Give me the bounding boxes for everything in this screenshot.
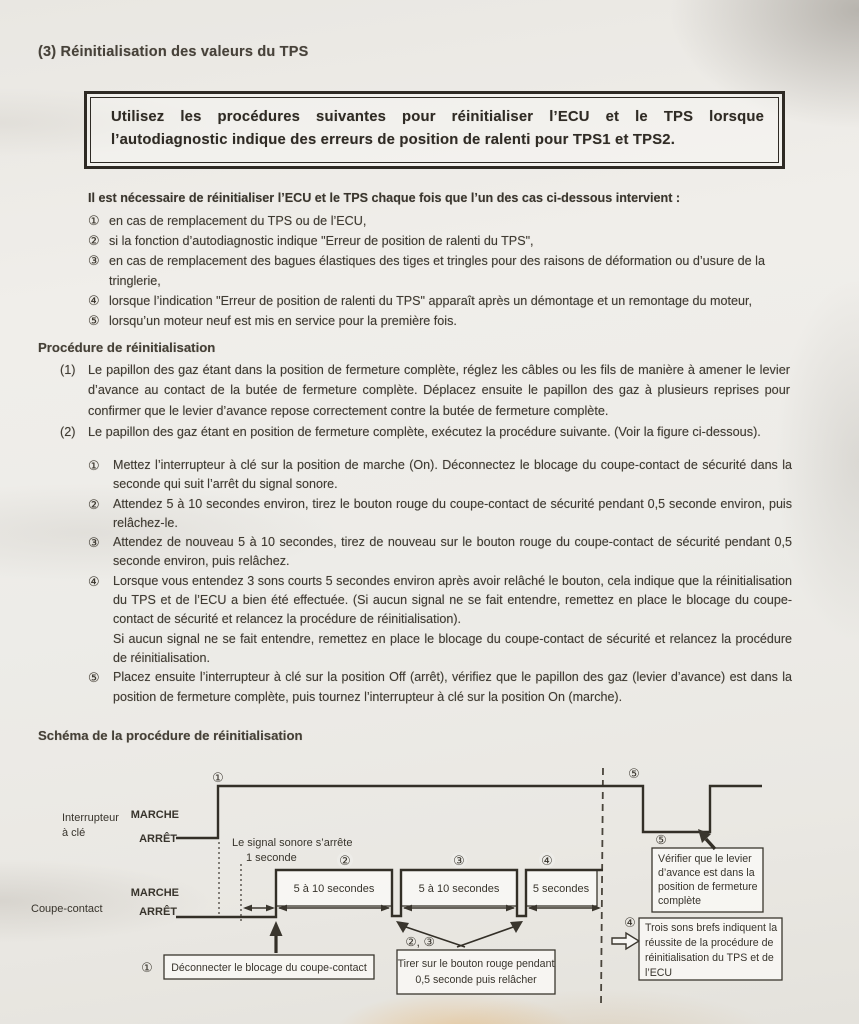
- list-item: [88, 251, 800, 291]
- marker-step1: ①: [212, 770, 224, 785]
- step-number: ①: [88, 458, 100, 473]
- interval-3-label: 5 secondes: [532, 883, 590, 895]
- schema-heading: Schéma de la procédure de réinitialisation: [38, 728, 303, 743]
- procedure-item: [60, 422, 790, 442]
- key-switch-off-label: ARRÊT: [139, 833, 177, 845]
- callout-disconnect-text: Déconnecter le blocage du coupe-contact: [171, 962, 367, 974]
- step-text: Attendez 5 à 10 secondes environ, tirez le bouton rouge du coupe-contact de sécurité pendant 0,5 seconde environ, puis relâchez-le.: [113, 496, 792, 530]
- key-switch-label-line1: Interrupteur: [62, 812, 119, 824]
- step-text: Lorsque vous entendez 3 sons courts 5 secondes environ après avoir relâché le bouton, cela indique que la réinitialisation du TPS et de l’ECU a bien été effectuée. (Si aucun signal ne se fait entendre, remettez en place le blocage du coupe-contact de sécurité et relancez la procédure de réinitialisation).: [113, 573, 792, 627]
- step-text: Placez ensuite l’interrupteur à clé sur la position Off (arrêt), vérifiez que le papillon des gaz (levier d’avance) est dans la position de fermeture complète, puis tournez l’interrupteur à clé sur la position On (marche).: [113, 670, 792, 704]
- callout-pull-number: ②, ③: [405, 935, 435, 949]
- procedure-diagram: [0, 752, 859, 1024]
- callout-verify-line1: Vérifier que le levier: [658, 853, 752, 865]
- notice-text: Utilisez les procédures suivantes pour réinitialiser l’ECU et le TPS lorsque l’autodiagnostic indique des erreurs de position de ralenti pour TPS1 et TPS2.: [111, 109, 764, 148]
- callout-pull-arrow-right: [457, 921, 523, 947]
- list-item: [88, 231, 800, 251]
- marker-step2: ②: [339, 853, 351, 868]
- document-title: (3) Réinitialisation des valeurs du TPS: [38, 44, 309, 60]
- list-item-text: en cas de remplacement du TPS ou de l’ECU,: [109, 214, 367, 228]
- list-item-text: lorsqu’un moteur neuf est mis en service pour la première fois.: [109, 314, 457, 328]
- notice-box-inner: [90, 97, 779, 163]
- beep-note-line1: Le signal sonore s’arrête: [232, 837, 353, 849]
- dimension-arrow-1-second: [243, 905, 275, 912]
- procedure-heading: Procédure de réinitialisation: [38, 340, 216, 355]
- step-item: [88, 495, 792, 534]
- intro-paragraph: Il est nécessaire de réinitialiser l’ECU et le TPS chaque fois que l’un des cas ci-dessous intervient :: [88, 191, 681, 205]
- success-pointer-arrow-icon: [612, 933, 639, 949]
- list-item-number: ①: [88, 213, 100, 228]
- callout-verify-line2: d’avance est dans la: [658, 867, 755, 879]
- list-item: [88, 291, 800, 311]
- callout-success-number: ④: [624, 915, 636, 930]
- marker-step5: ⑤: [628, 766, 640, 781]
- step-number: ②: [88, 496, 100, 512]
- step-text: Attendez de nouveau 5 à 10 secondes, tirez de nouveau sur le bouton rouge du coupe-contact de sécurité pendant 0,5 seconde environ, puis relâchez.: [113, 535, 792, 569]
- phase-separator-dashed-line: [601, 768, 603, 1005]
- list-item-number: ④: [88, 293, 100, 308]
- step-number: ③: [88, 535, 100, 551]
- callout-success-line1: Trois sons brefs indiquent la: [645, 922, 778, 934]
- list-item-text: en cas de remplacement des bagues élastiques des tiges et tringles pour des raisons de déformation ou d’usure de la tringlerie,: [109, 254, 765, 288]
- list-item: [88, 311, 800, 331]
- callout-verify-line3: position de fermeture: [658, 881, 758, 893]
- procedure-item-text: Le papillon des gaz étant dans la position de fermeture complète, réglez les câbles ou les fils de manière à amener le levier d’avance au contact de la butée de fermeture complète. Déplacez ensuite le papillon des gaz à plusieurs reprises pour confirmer que le levier d’avance repose correctement contre la butée de fermeture complète.: [88, 363, 790, 418]
- list-item-number: ②: [88, 233, 100, 248]
- procedure-item: [60, 360, 790, 421]
- callout-verify-number: ⑤: [655, 833, 667, 847]
- list-item: [88, 211, 800, 231]
- step-item: [88, 533, 792, 572]
- procedure-item-text: Le papillon des gaz étant en position de fermeture complète, exécutez la procédure suivante. (Voir la figure ci-dessous).: [88, 425, 761, 440]
- callout-pull-text-line2: 0,5 seconde puis relâcher: [415, 974, 537, 986]
- callout-pull-box: [397, 950, 555, 994]
- procedure-item-number: (2): [60, 425, 76, 440]
- interval-2-label: 5 à 10 secondes: [418, 883, 500, 895]
- list-item-number: ⑤: [88, 313, 100, 328]
- step-item: [88, 572, 792, 668]
- interval-1-label: 5 à 10 secondes: [293, 883, 375, 895]
- step-item: [88, 456, 792, 495]
- callout-success-line3: réinitialisation du TPS et de: [645, 952, 774, 964]
- beep-note-line2: 1 seconde: [246, 852, 297, 864]
- coupe-contact-off-label: ARRÊT: [139, 906, 177, 918]
- callout-disconnect-number: ①: [141, 960, 153, 975]
- key-switch-label-line2: à clé: [62, 827, 86, 839]
- callout-disconnect-arrow: [270, 921, 283, 953]
- steps-list: [88, 456, 792, 707]
- callout-pull-text-line1: Tirer sur le bouton rouge pendant: [397, 958, 555, 970]
- procedure-item-number: (1): [60, 363, 76, 377]
- marker-step4: ④: [541, 853, 553, 868]
- step-text-group: [113, 572, 792, 668]
- step-text-continued: Si aucun signal ne se fait entendre, remettez en place le blocage du coupe-contact de sécurité et relancez la procédure de réinitialisation.: [113, 631, 792, 665]
- key-switch-waveform: [176, 786, 762, 838]
- step-text: Mettez l’interrupteur à clé sur la position de marche (On). Déconnectez le blocage du coupe-contact de sécurité dans la seconde qui suit l’arrêt du signal sonore.: [113, 458, 792, 492]
- list-item-text: si la fonction d’autodiagnostic indique "Erreur de position de ralenti du TPS",: [109, 234, 534, 248]
- cases-list: [88, 211, 800, 331]
- coupe-contact-on-label: MARCHE: [130, 887, 179, 899]
- notice-box: [84, 91, 785, 169]
- list-item-text: lorsque l’indication "Erreur de position de ralenti du TPS" apparaît après un démontage et un remontage du moteur,: [109, 294, 752, 308]
- callout-success-line2: réussite de la procédure de: [645, 937, 774, 949]
- key-switch-on-label: MARCHE: [130, 809, 179, 821]
- callout-success-line4: l’ECU: [645, 967, 673, 979]
- step-number: ④: [88, 573, 100, 589]
- step-number: ⑤: [88, 670, 100, 686]
- list-item-number: ③: [88, 253, 100, 268]
- marker-step3: ③: [453, 853, 465, 868]
- procedure-list: [60, 360, 790, 444]
- coupe-contact-label: Coupe-contact: [31, 903, 103, 915]
- step-item: [88, 668, 792, 707]
- callout-verify-line4: complète: [658, 895, 701, 907]
